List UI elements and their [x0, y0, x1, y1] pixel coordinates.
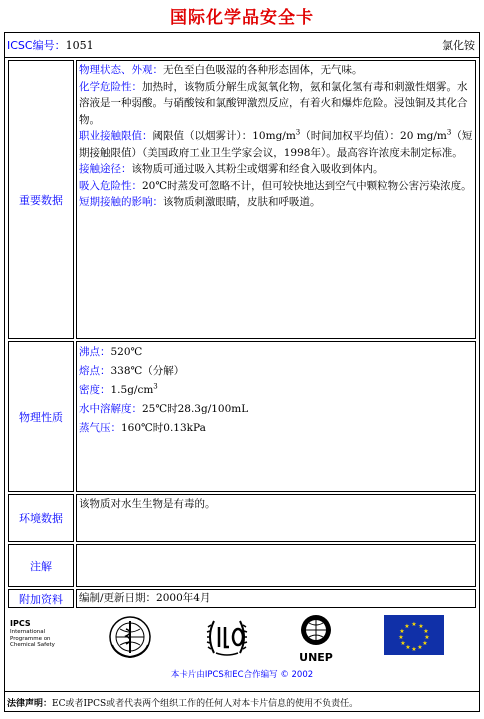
short-term-effects-item — [79, 194, 473, 211]
card-title: 国际化学品安全卡 — [170, 8, 314, 28]
item-key: 蒸气压： — [79, 422, 121, 434]
chemical-safety-card — [4, 32, 480, 712]
who-logo-icon — [108, 615, 152, 659]
chemical-hazard-item — [79, 79, 473, 129]
item-text: （短期接触限值）（美国政府工业卫生学家会议，1998年）。最高容许浓度未制定标准。 — [79, 130, 473, 159]
svg-text:★: ★ — [399, 628, 405, 635]
disclaimer-label: 法律声明： — [7, 699, 53, 709]
superscript: 3 — [295, 128, 301, 137]
item-key: 熔点： — [79, 365, 111, 377]
environment-data-label: 环境数据 — [8, 494, 74, 542]
item-text: 该物质刺激眼睛，皮肤和呼吸道。 — [163, 196, 321, 208]
item-key: 接触途径： — [79, 163, 132, 175]
item-text: 阈限值（以烟雾计）：10mg/m — [152, 130, 296, 142]
item-key: 密度： — [79, 384, 111, 396]
environment-data-content: 该物质对水生生物是有毒的。 — [76, 494, 476, 542]
icsc-label: ICSC编号： — [7, 39, 66, 52]
exposure-limit-item — [79, 128, 473, 161]
boiling-point-item — [79, 343, 473, 362]
ilo-logo-icon — [204, 615, 250, 659]
item-key: 职业接触限值： — [79, 130, 153, 142]
ipcs-logo — [10, 619, 55, 649]
divider — [5, 57, 479, 58]
item-key: 吸入危险性： — [79, 179, 142, 192]
item-text: 338℃（分解） — [110, 365, 185, 377]
svg-text:★: ★ — [422, 640, 428, 647]
item-text: 加热时，该物质分解生成氮氧化物，氨和氯化氢有毒和刺激性烟雾。水溶液是一种弱酸。与硝酸铵和氯酸钾激烈反应，有着火和爆炸危险。浸蚀铜及其化合物。 — [79, 80, 468, 126]
item-text: 25℃时28.3g/100mL — [142, 403, 249, 415]
svg-text:★: ★ — [400, 640, 406, 647]
logo-strip — [8, 609, 476, 689]
exposure-route-item — [79, 161, 473, 178]
inhalation-risk-item — [79, 178, 473, 195]
ipcs-title: IPCS — [10, 619, 31, 628]
water-solubility-item — [79, 400, 473, 419]
important-data-content — [76, 60, 476, 339]
disclaimer-text: EC或者IPCS或者代表两个组织工作的任何人对本卡片信息的使用不负责任。 — [52, 699, 359, 709]
item-text: 无色至白色吸湿的各种形态固体，无气味。 — [163, 64, 363, 76]
credit-line: 本卡片由IPCS和EC合作编写 © 2002 — [170, 670, 314, 680]
item-text: 该物质可通过吸入其粉尘或烟雾和经食入吸收到体内。 — [131, 163, 384, 175]
item-key: 沸点： — [79, 346, 111, 358]
item-key: 水中溶解度： — [79, 403, 142, 415]
unep-logo-icon — [294, 613, 338, 651]
svg-text:★: ★ — [405, 644, 411, 651]
ipcs-line: Chemical Safety — [10, 642, 55, 648]
item-text: （时间加权平均值）：20 mg/m — [300, 130, 447, 142]
additional-info-content: 编制/更新日期：2000年4月 — [76, 589, 476, 608]
physical-state-item — [79, 62, 473, 79]
svg-text:★: ★ — [404, 623, 410, 630]
unep-label: UNEP — [299, 651, 333, 664]
physical-properties-content — [76, 341, 476, 492]
svg-text:★: ★ — [417, 644, 423, 651]
svg-text:★: ★ — [398, 634, 404, 641]
important-data-label: 重要数据 — [8, 60, 74, 339]
physical-properties-label: 物理性质 — [8, 341, 74, 492]
item-text: 1.5g/cm — [110, 384, 154, 396]
ipcs-line: Programme on — [10, 635, 51, 642]
item-key: 物理状态、外观： — [79, 64, 163, 76]
item-text: 160℃时0.13kPa — [121, 422, 206, 434]
superscript: 3 — [153, 382, 158, 391]
eu-flag-icon — [384, 615, 444, 655]
melting-point-item — [79, 362, 473, 381]
superscript: 3 — [446, 128, 452, 137]
icsc-value: 1051 — [65, 39, 94, 52]
legal-disclaimer — [7, 696, 358, 709]
density-item — [79, 381, 473, 400]
svg-text:★: ★ — [411, 621, 417, 628]
header-row — [5, 33, 479, 57]
ipcs-line: International — [10, 629, 46, 635]
svg-text:★: ★ — [424, 634, 430, 641]
additional-info-label: 附加资料 — [8, 589, 74, 608]
icsc-number — [7, 37, 94, 53]
notes-content — [76, 544, 476, 587]
chemical-name: 氯化铵 — [442, 39, 475, 52]
item-key: 短期接触的影响： — [79, 196, 163, 208]
item-text: 20℃时蒸发可忽略不计，但可较快地达到空气中颗粒物公害污染浓度。 — [142, 179, 472, 192]
item-text: 520℃ — [110, 346, 143, 358]
divider — [5, 691, 479, 692]
svg-text:★: ★ — [423, 628, 429, 635]
svg-text:★: ★ — [418, 623, 424, 630]
item-key: 化学危险性： — [79, 80, 142, 93]
notes-label: 注解 — [8, 544, 74, 587]
svg-text:★: ★ — [411, 646, 417, 653]
vapor-pressure-item — [79, 419, 473, 438]
